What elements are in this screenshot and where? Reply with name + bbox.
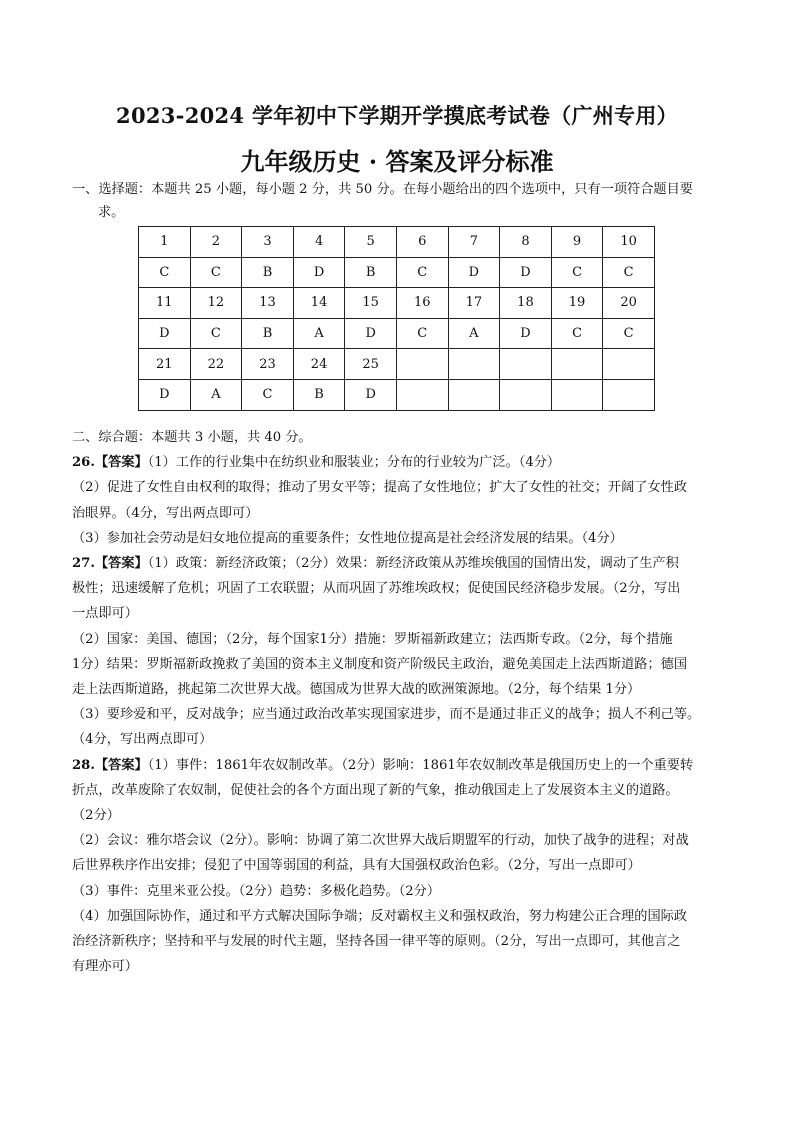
table-cell: A (190, 379, 242, 410)
table-cell: 3 (242, 227, 294, 258)
table-cell: D (500, 257, 552, 288)
section2-answers (72, 450, 738, 979)
table-cell: 16 (396, 288, 448, 319)
table-cell: C (551, 318, 603, 349)
table-cell: C (190, 257, 242, 288)
table-cell: 23 (242, 349, 294, 380)
table-cell: A (293, 318, 345, 349)
answer-text: 治眼界。（4分，写出两点即可） (72, 505, 259, 521)
answer-text: （2）国家：美国、德国；（2分，每个国家1分）措施：罗斯福新政建立；法西斯专政。（2分，每个措施 (72, 631, 673, 647)
answer-line (72, 879, 738, 904)
table-cell (551, 349, 603, 380)
answer-line (72, 450, 738, 475)
table-cell: C (396, 257, 448, 288)
answer-text: 1分）结果：罗斯福新政挽救了美国的资本主义制度和资产阶级民主政治，避免美国走上法西斯道路；德国 (72, 656, 688, 672)
answer-line (72, 778, 738, 803)
table-cell: 22 (190, 349, 242, 380)
answer-text: （3）参加社会劳动是妇女地位提高的重要条件；女性地位提高是社会经济发展的结果。（4分） (72, 530, 623, 546)
question-number: 26.【答案】 (72, 455, 148, 471)
table-cell: D (345, 379, 397, 410)
answer-line (72, 904, 738, 929)
table-cell: B (242, 318, 294, 349)
answer-text: （4分，写出两点即可） (72, 732, 213, 748)
answer-line (72, 551, 738, 576)
table-cell (500, 349, 552, 380)
answer-line (72, 576, 738, 601)
table-cell: 18 (500, 288, 552, 319)
answer-text: （2）促进了女性自由权利的取得；推动了男女平等；提高了女性地位；扩大了女性的社交；开阔了女性政 (72, 480, 688, 496)
table-cell: C (551, 257, 603, 288)
table-cell: 13 (242, 288, 294, 319)
table-cell (551, 379, 603, 410)
table-cell (603, 379, 655, 410)
table-cell: C (603, 257, 655, 288)
table-cell: 1 (139, 227, 191, 258)
answer-line (72, 828, 738, 853)
table-cell: B (242, 257, 294, 288)
section1-heading-text: 一、选择题：本题共 25 小题，每小题 2 分，共 50 分。在每小题给出的四个选项中，只有一项符合题目要 (72, 182, 693, 197)
answer-text: 极性；迅速缓解了危机；巩固了工农联盟；从而巩固了苏维埃政权；促使国民经济稳步发展。（2分，写出 (72, 581, 681, 597)
table-cell (448, 379, 500, 410)
table-cell: C (242, 379, 294, 410)
table-cell: D (139, 379, 191, 410)
table-cell (603, 349, 655, 380)
answer-text: （3）事件：克里米亚公投。（2分）趋势：多极化趋势。（2分） (72, 883, 441, 899)
answer-text: 有理亦可） (72, 959, 138, 975)
table-cell: C (139, 257, 191, 288)
answer-line (72, 702, 738, 727)
answer-line (72, 727, 738, 752)
section1-heading-cont: 求。 (98, 205, 125, 220)
table-cell: 6 (396, 227, 448, 258)
answer-line (72, 677, 738, 702)
table-cell: C (603, 318, 655, 349)
table-cell: 12 (190, 288, 242, 319)
table-cell: D (139, 318, 191, 349)
table-cell: 17 (448, 288, 500, 319)
table-row (139, 257, 655, 288)
table-cell: D (448, 257, 500, 288)
answer-text: 治经济新秩序；坚持和平与发展的时代主题，坚持各国一律平等的原则。（2分，写出一点即可，其他言之 (72, 934, 681, 950)
table-cell: B (345, 257, 397, 288)
table-cell: C (396, 318, 448, 349)
table-cell: 11 (139, 288, 191, 319)
table-row (139, 288, 655, 319)
answer-text: 后世界秩序作出安排；侵犯了中国等弱国的利益，具有大国强权政治色彩。（2分，写出一点即可） (72, 858, 641, 874)
table-cell: D (345, 318, 397, 349)
table-cell: 21 (139, 349, 191, 380)
answer-line (72, 853, 738, 878)
table-cell: 7 (448, 227, 500, 258)
section2-heading: 二、综合题：本题共 3 小题，共 40 分。 (72, 430, 312, 445)
answer-text: （2）会议：雅尔塔会议（2分）。影响：协调了第二次世界大战后期盟军的行动，加快了战争的进程；对战 (72, 833, 689, 849)
table-cell: 5 (345, 227, 397, 258)
table-row (139, 349, 655, 380)
table-cell (396, 349, 448, 380)
answer-text: 一点即可） (72, 606, 138, 622)
table-cell: 2 (190, 227, 242, 258)
table-cell: 9 (551, 227, 603, 258)
question-number: 28.【答案】 (72, 757, 148, 773)
section1-heading (72, 178, 732, 224)
answer-line (72, 954, 738, 979)
answer-text: 折点，改革废除了农奴制，促使社会的各个方面出现了新的气象，推动俄国走上了发展资本主义的道路。 (72, 782, 679, 798)
table-row (139, 227, 655, 258)
table-cell: 10 (603, 227, 655, 258)
answer-text: （1）政策：新经济政策；（2分）效果：新经济政策从苏维埃俄国的国情出发，调动了生产积 (147, 556, 679, 572)
answer-line (72, 526, 738, 551)
exam-title: 2023-2024 学年初中下学期开学摸底考试卷（广州专用） (116, 103, 678, 128)
table-cell: 8 (500, 227, 552, 258)
table-cell (500, 379, 552, 410)
table-cell: C (190, 318, 242, 349)
answer-line (72, 803, 738, 828)
answer-line (72, 475, 738, 500)
answer-table (138, 226, 655, 411)
answer-text: （2分） (72, 808, 120, 824)
answer-text: 走上法西斯道路，挑起第二次世界大战。德国成为世界大战的欧洲策源地。（2分，每个结果 1分） (72, 682, 641, 698)
table-cell: 15 (345, 288, 397, 319)
table-cell (396, 379, 448, 410)
answer-line (72, 753, 738, 778)
table-cell: 14 (293, 288, 345, 319)
table-cell: B (293, 379, 345, 410)
table-cell: 20 (603, 288, 655, 319)
table-cell: A (448, 318, 500, 349)
answer-key-subtitle: 九年级历史 · 答案及评分标准 (240, 147, 554, 176)
answer-text: （3）要珍爱和平，反对战争；应当通过政治改革实现国家进步，而不是通过非正义的战争；损人不利己等。 (72, 707, 701, 723)
answer-line (72, 929, 738, 954)
table-cell: 4 (293, 227, 345, 258)
answer-line (72, 652, 738, 677)
section2 (72, 425, 738, 979)
table-cell: 19 (551, 288, 603, 319)
answer-text: （1）事件：1861年农奴制改革。（2分）影响：1861年农奴制改革是俄国历史上的一个重要转 (147, 757, 694, 773)
answer-text: （1）工作的行业集中在纺织业和服装业；分布的行业较为广泛。（4分） (147, 455, 561, 471)
table-row (139, 318, 655, 349)
answer-line (72, 627, 738, 652)
table-cell: D (500, 318, 552, 349)
answer-line (72, 501, 738, 526)
question-number: 27.【答案】 (72, 556, 148, 572)
answer-line (72, 601, 738, 626)
table-row (139, 379, 655, 410)
table-cell (448, 349, 500, 380)
table-cell: 24 (293, 349, 345, 380)
table-cell: 25 (345, 349, 397, 380)
answer-text: （4）加强国际协作，通过和平方式解决国际争端；反对霸权主义和强权政治，努力构建公正合理的国际政 (72, 908, 688, 924)
table-cell: D (293, 257, 345, 288)
